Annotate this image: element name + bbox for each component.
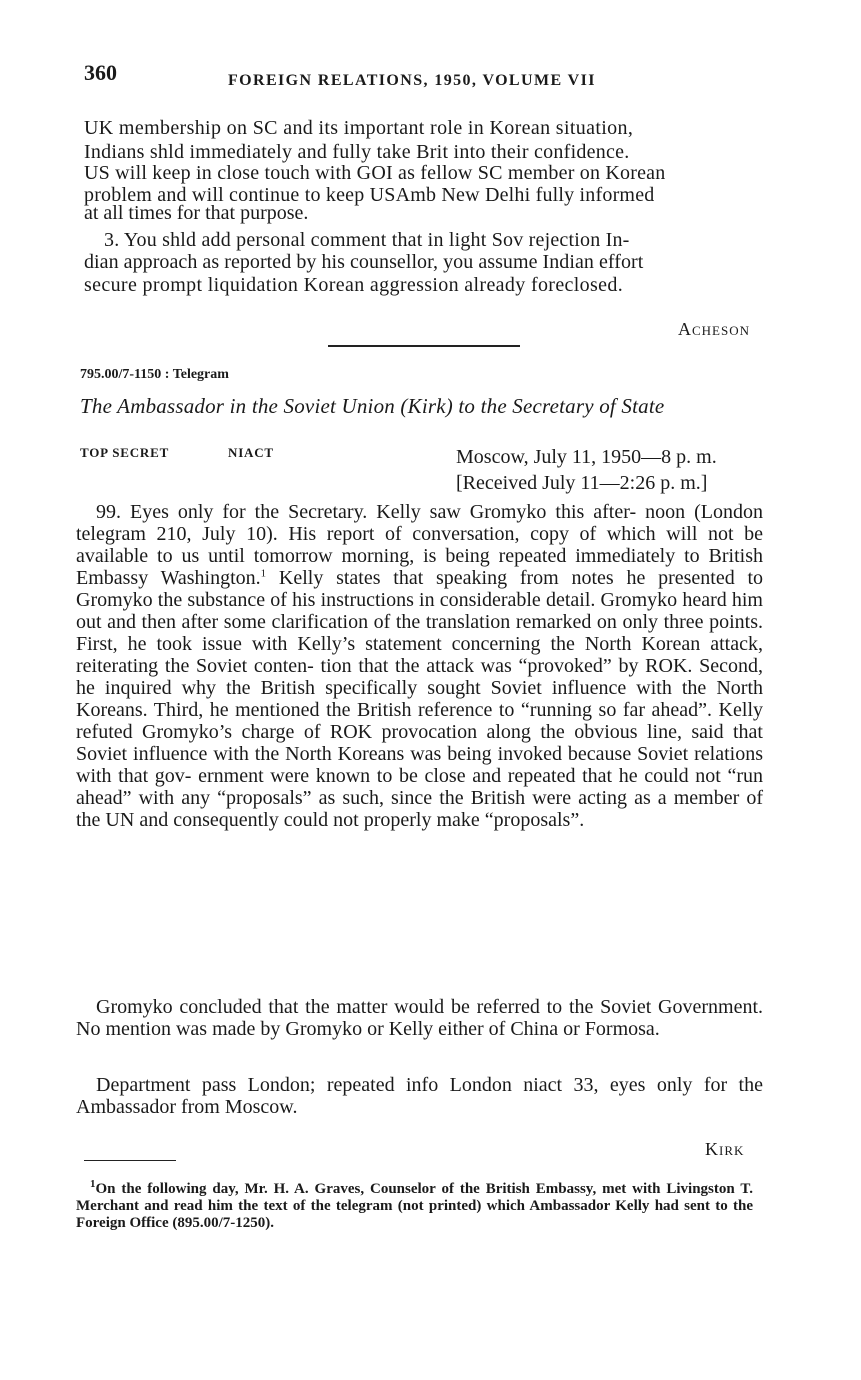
footnote-text: On the following day, Mr. H. A. Graves, Counselor of the British Embassy, met with Livingston T. Merchant and read him the text of the telegram (not printed) which Ambassador Kelly had sent to the Foreign Office (895.00/7-1250). [76,1181,753,1231]
precedence: NIACT [228,445,274,460]
prev-para3-line-1: 3. You shld add personal comment that in light Sov rejection In- [104,229,630,251]
running-title: FOREIGN RELATIONS, 1950, VOLUME VII [228,72,596,89]
prev-para3-line-2: dian approach as reported by his counsellor, you assume Indian effort [84,251,644,273]
prev-line-4: problem and will continue to keep USAmb New Delhi fully informed [84,184,655,206]
prev-line-5: at all times for that purpose. [84,202,309,224]
prev-line-1: UK membership on SC and its important role in Korean situation, [84,117,634,139]
dateline: Moscow, July 11, 1950—8 p. m. [456,446,717,468]
paragraph-1-continued: Kelly states that speaking from notes he presented to Gromyko the substance of his instructions in considerable detail. Gromyko heard him out and then after some clarification of the translation remarked on only three points. First, he took issue with Kelly’s statement concerning the North Korean attack, reiterating the Soviet conten- tion that the attack was “provoked” by ROK. Second, he inquired why the British specifically sought Soviet influence with the North Koreans. Third, he mentioned the British reference to “running so far ahead”. Kelly refuted Gromyko’s charge of ROK provocation along the obvious line, said that Soviet influence with the North Koreans was being invoked because Soviet relations with that gov- ernment were known to be close and repeated that he could not “run ahead” with any “proposals” as such, since the British were acting as a member of the UN and consequently could not properly make “proposals”. [76,567,764,831]
footnote-rule [84,1160,176,1161]
paragraph-2: Gromyko concluded that the matter would be referred to the Soviet Government. No mention was made by Gromyko or Kelly either of China or Formosa. [76,996,763,1040]
footnote [76,1178,753,1232]
separator-rule [328,345,520,347]
prev-para3-line-3: secure prompt liquidation Korean aggression already foreclosed. [84,274,624,296]
page-number: 360 [84,60,117,85]
footnote-reference[interactable]: 1 [260,567,267,580]
classification: TOP SECRET [80,445,170,460]
footnote-mark: 1 [90,1178,96,1190]
prev-line-2: Indians shld immediately and fully take Brit into their confidence. [84,141,630,163]
received-line: [Received July 11—2:26 p. m.] [456,472,708,494]
file-reference: 795.00/7-1150 : Telegram [80,367,229,382]
document-heading: The Ambassador in the Soviet Union (Kirk) to the Secretary of State [80,394,665,418]
paragraph-1-text: 99. Eyes only for the Secretary. Kelly saw Gromyko this after- noon (London telegram 210, July 10). His report of conversation, copy of which will not be available to us until tomorrow morning, is being repeated immediately to British Embassy Washington. [76,501,763,589]
prev-line-3: US will keep in close touch with GOI as fellow SC member on Korean [84,162,666,184]
paragraph-3: Department pass London; repeated info London niact 33, eyes only for the Ambassador from Moscow. [76,1074,763,1118]
paragraph-1 [76,501,763,831]
prev-signature: Acheson [678,319,751,339]
signature: Kirk [705,1139,745,1159]
